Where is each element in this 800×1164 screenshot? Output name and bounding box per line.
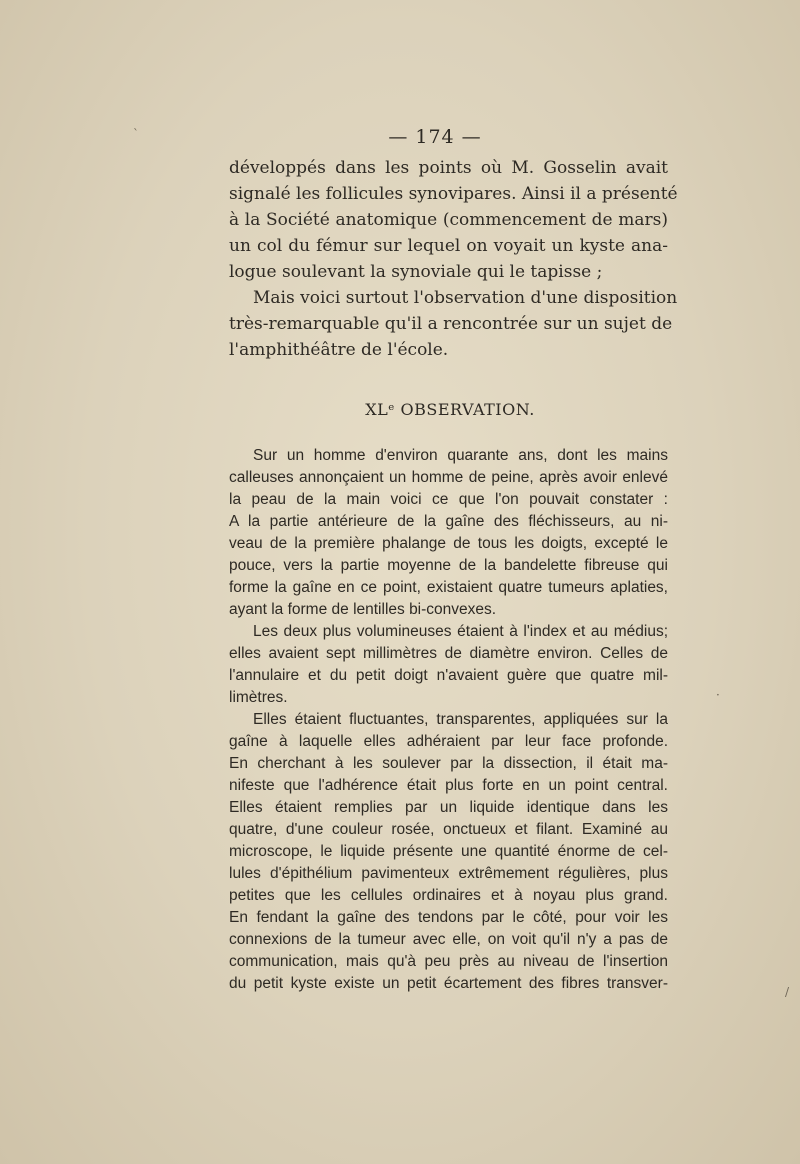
text-line: quatre, d'une couleur rosée, onctueux et filant. Examiné au bbox=[229, 821, 668, 838]
text-line: développés dans les points où M. Gosselin avait bbox=[229, 158, 668, 178]
text-line: En fendant la gaîne des tendons par le côté, pour voir les bbox=[229, 909, 668, 926]
text-line: un col du fémur sur lequel on voyait un kyste ana- bbox=[229, 236, 668, 256]
text-line: communication, mais qu'à peu près au niveau de l'insertion bbox=[229, 953, 668, 970]
text-line: l'amphithéâtre de l'école. bbox=[229, 340, 449, 360]
text-line: calleuses annonçaient un homme de peine, après avoir enlevé bbox=[229, 469, 668, 486]
text-line: A la partie antérieure de la gaîne des fléchisseurs, au ni- bbox=[229, 513, 668, 530]
page-number: — 174 — bbox=[388, 126, 482, 148]
text-line: pouce, vers la partie moyenne de la bandelette fibreuse qui bbox=[229, 557, 668, 574]
text-line: forme la gaîne en ce point, existaient quatre tumeurs aplaties, bbox=[229, 579, 668, 596]
text-line: lules d'épithélium pavimenteux extrêmement régulières, plus bbox=[229, 865, 668, 882]
text-line: Elles étaient remplies par un liquide identique dans les bbox=[229, 799, 668, 816]
paper-speck-mark: ˋ bbox=[133, 127, 139, 141]
text-line: microscope, le liquide présente une quantité énorme de cel- bbox=[229, 843, 668, 860]
text-line: signalé les follicules synovipares. Ainsi il a présenté bbox=[229, 184, 678, 204]
text-line: à la Société anatomique (commencement de mars) bbox=[229, 210, 668, 230]
text-line: connexions de la tumeur avec elle, on voit qu'il n'y a pas de bbox=[229, 931, 668, 948]
text-line: Mais voici surtout l'observation d'une disposition bbox=[253, 288, 678, 308]
text-line: En cherchant à les soulever par la dissection, il était ma- bbox=[229, 755, 668, 772]
text-line: l'annulaire et du petit doigt n'avaient guère que quatre mil- bbox=[229, 667, 668, 684]
text-line: nifeste que l'adhérence était plus forte en un point central. bbox=[229, 777, 668, 794]
text-line: gaîne à laquelle elles adhéraient par leur face profonde. bbox=[229, 733, 668, 750]
text-line: petites que les cellules ordinaires et à noyau plus grand. bbox=[229, 887, 668, 904]
text-line: Elles étaient fluctuantes, transparentes, appliquées sur la bbox=[253, 711, 668, 728]
text-line: ayant la forme de lentilles bi-convexes. bbox=[229, 601, 497, 618]
text-line: limètres. bbox=[229, 689, 288, 706]
text-line: logue soulevant la synoviale qui le tapisse ; bbox=[229, 262, 603, 282]
paper-speck-mark: / bbox=[785, 985, 790, 999]
text-line: la peau de la main voici ce que l'on pouvait constater : bbox=[229, 491, 668, 508]
text-line: très-remarquable qu'il a rencontrée sur un sujet de bbox=[229, 314, 673, 334]
text-line: Les deux plus volumineuses étaient à l'index et au médius; bbox=[253, 623, 668, 640]
paper-speck-mark: · bbox=[716, 688, 720, 702]
observation-heading: XLᵉ OBSERVATION. bbox=[365, 400, 535, 419]
text-line: veau de la première phalange de tous les doigts, excepté le bbox=[229, 535, 668, 552]
text-line: du petit kyste existe un petit écartement des fibres transver- bbox=[229, 975, 668, 992]
text-line: Sur un homme d'environ quarante ans, dont les mains bbox=[253, 447, 668, 464]
text-line: elles avaient sept millimètres de diamètre environ. Celles de bbox=[229, 645, 668, 662]
